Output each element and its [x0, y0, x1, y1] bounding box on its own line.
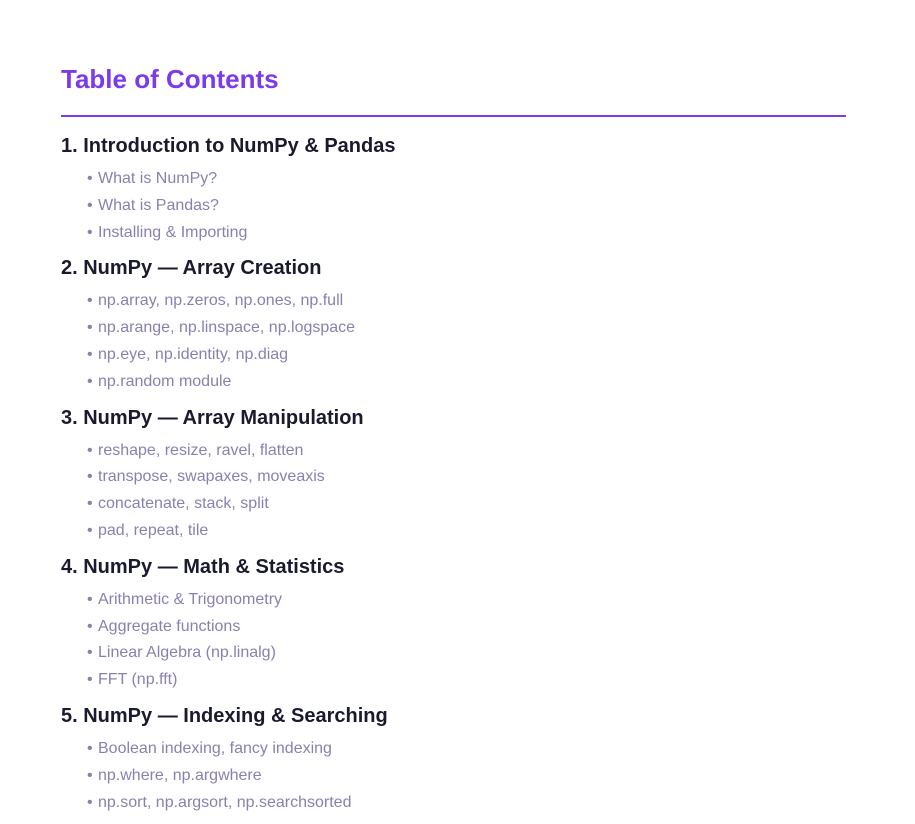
- subsection-label: Boolean indexing, fancy indexing: [98, 739, 332, 757]
- subsection-label: Aggregate functions: [98, 617, 241, 635]
- title-divider: [61, 115, 846, 117]
- subsection-label: np.where, np.argwhere: [98, 766, 262, 784]
- toc-section-2: [61, 254, 846, 395]
- subsection-label: np.array, np.zeros, np.ones, np.full: [98, 292, 344, 310]
- bullet-icon: •: [87, 345, 93, 363]
- bullet-icon: •: [87, 766, 93, 784]
- subsection-item[interactable]: [87, 315, 846, 342]
- subsection-item[interactable]: [87, 166, 846, 193]
- bullet-icon: •: [87, 292, 93, 310]
- bullet-icon: •: [87, 644, 93, 662]
- subsection-label: Linear Algebra (np.linalg): [98, 644, 276, 662]
- subsection-label: pad, repeat, tile: [98, 521, 209, 539]
- bullet-icon: •: [87, 793, 93, 811]
- subsection-item[interactable]: [87, 667, 846, 694]
- page-title: Table of Contents: [61, 64, 279, 94]
- subsection-item[interactable]: [87, 438, 846, 465]
- section-heading[interactable]: 3. NumPy — Array Manipulation: [61, 406, 364, 429]
- section-heading[interactable]: 1. Introduction to NumPy & Pandas: [61, 135, 396, 157]
- subsection-label: FFT (np.fft): [98, 671, 178, 689]
- subsection-label: np.arange, np.linspace, np.logspace: [98, 319, 356, 337]
- toc-section-1: [61, 132, 846, 246]
- section-heading[interactable]: 2. NumPy — Array Creation: [61, 257, 322, 280]
- bullet-icon: •: [87, 617, 93, 635]
- section-heading[interactable]: 5. NumPy — Indexing & Searching: [61, 704, 388, 727]
- subsection-label: What is Pandas?: [98, 196, 219, 214]
- toc-section-4: [61, 553, 846, 694]
- subsection-item[interactable]: [87, 193, 846, 220]
- bullet-icon: •: [87, 196, 93, 214]
- bullet-icon: •: [87, 468, 93, 486]
- subsection-item[interactable]: [87, 464, 846, 491]
- bullet-icon: •: [87, 223, 93, 241]
- bullet-icon: •: [87, 739, 93, 757]
- subsection-label: Arithmetic & Trigonometry: [98, 590, 283, 608]
- subsection-item[interactable]: [87, 587, 846, 614]
- toc-sections: [61, 132, 846, 824]
- bullet-icon: •: [87, 671, 93, 689]
- subsection-list: [61, 587, 846, 694]
- subsection-item[interactable]: [87, 220, 846, 247]
- subsection-item[interactable]: [87, 342, 846, 369]
- subsection-label: np.random module: [98, 372, 232, 390]
- subsection-label: reshape, resize, ravel, flatten: [98, 441, 304, 459]
- bullet-icon: •: [87, 372, 93, 390]
- subsection-list: [61, 166, 846, 246]
- bullet-icon: •: [87, 170, 93, 187]
- subsection-list: [61, 288, 846, 395]
- subsection-item[interactable]: [87, 518, 846, 545]
- subsection-list: [61, 438, 846, 545]
- bullet-icon: •: [87, 521, 93, 539]
- subsection-label: Installing & Importing: [98, 223, 248, 241]
- subsection-item[interactable]: [87, 763, 846, 790]
- subsection-item[interactable]: [87, 640, 846, 667]
- subsection-label: What is NumPy?: [98, 170, 218, 187]
- subsection-item[interactable]: [87, 614, 846, 641]
- bullet-icon: •: [87, 590, 93, 608]
- subsection-item[interactable]: [87, 369, 846, 396]
- section-heading[interactable]: 4. NumPy — Math & Statistics: [61, 555, 345, 578]
- bullet-icon: •: [87, 441, 93, 459]
- subsection-label: np.eye, np.identity, np.diag: [98, 345, 289, 363]
- subsection-label: np.sort, np.argsort, np.searchsorted: [98, 793, 352, 811]
- subsection-item[interactable]: [87, 491, 846, 518]
- toc-section-5: [61, 702, 846, 816]
- subsection-item[interactable]: [87, 790, 846, 817]
- subsection-item[interactable]: [87, 288, 846, 315]
- bullet-icon: •: [87, 319, 93, 337]
- subsection-item[interactable]: [87, 736, 846, 763]
- subsection-label: transpose, swapaxes, moveaxis: [98, 468, 325, 486]
- subsection-label: concatenate, stack, split: [98, 495, 269, 513]
- toc-section-3: [61, 404, 846, 545]
- bullet-icon: •: [87, 495, 93, 513]
- subsection-list: [61, 736, 846, 816]
